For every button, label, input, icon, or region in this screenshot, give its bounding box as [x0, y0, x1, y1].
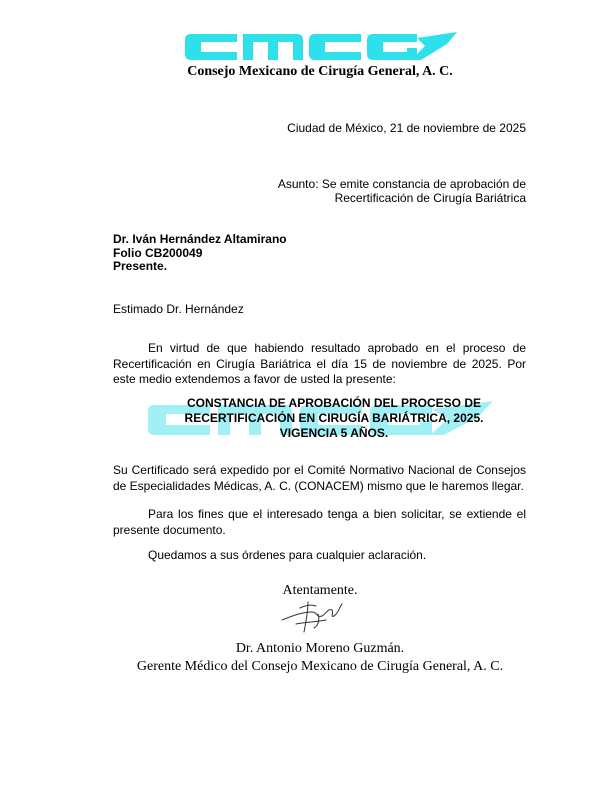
- constancia-line-2: RECERTIFICACIÓN EN CIRUGÍA BARIÁTRICA, 2025.: [184, 411, 484, 425]
- recipient-folio: Folio CB200049: [113, 245, 203, 260]
- subject-line-2: Recertificación de Cirugía Bariátrica: [334, 191, 526, 205]
- closing: Atentamente.: [282, 583, 358, 598]
- body-paragraph-3: Para los fines que el interesado tenga a bien solicitar, se extiende el presente documento.: [113, 507, 526, 537]
- body-paragraph-4: Quedamos a sus órdenes para cualquier aclaración.: [148, 548, 427, 562]
- recipient-block: [113, 233, 287, 274]
- greeting: Estimado Dr. Hernández: [113, 302, 244, 316]
- constancia-block: [150, 396, 518, 441]
- cmcg-logo: [185, 30, 457, 64]
- subject-block: [278, 177, 526, 205]
- signer-block: [0, 640, 612, 676]
- date-line: Ciudad de México, 21 de noviembre de 2025: [287, 121, 526, 135]
- signer-name: Dr. Antonio Moreno Guzmán.: [235, 641, 405, 656]
- signer-title: Gerente Médico del Consejo Mexicano de Cirugía General, A. C.: [136, 659, 504, 674]
- constancia-line-3: VIGENCIA 5 AÑOS.: [279, 426, 389, 440]
- body-paragraph-2: Su Certificado será expedido por el Comité Normativo Nacional de Consejos de Especialidades Médicas, A. C. (CONACEM) mismo que le haremos llegar.: [113, 463, 526, 493]
- constancia-line-1: CONSTANCIA DE APROBACIÓN DEL PROCESO DE: [186, 396, 482, 410]
- body-paragraph-1: En virtud de que habiendo resultado aprobado en el proceso de Recertificación en Cirugía Bariátrica el día 15 de noviembre de 2025. Por este medio extendemos a favor de usted la presente:: [113, 341, 526, 386]
- subject-line-1: Asunto: Se emite constancia de aprobación de: [277, 177, 526, 191]
- recipient-presente: Presente.: [113, 259, 168, 273]
- handwritten-signature: [278, 598, 350, 634]
- organization-name: Consejo Mexicano de Cirugía General, A. C.: [187, 64, 453, 79]
- recipient-name: Dr. Iván Hernández Altamirano: [113, 232, 287, 246]
